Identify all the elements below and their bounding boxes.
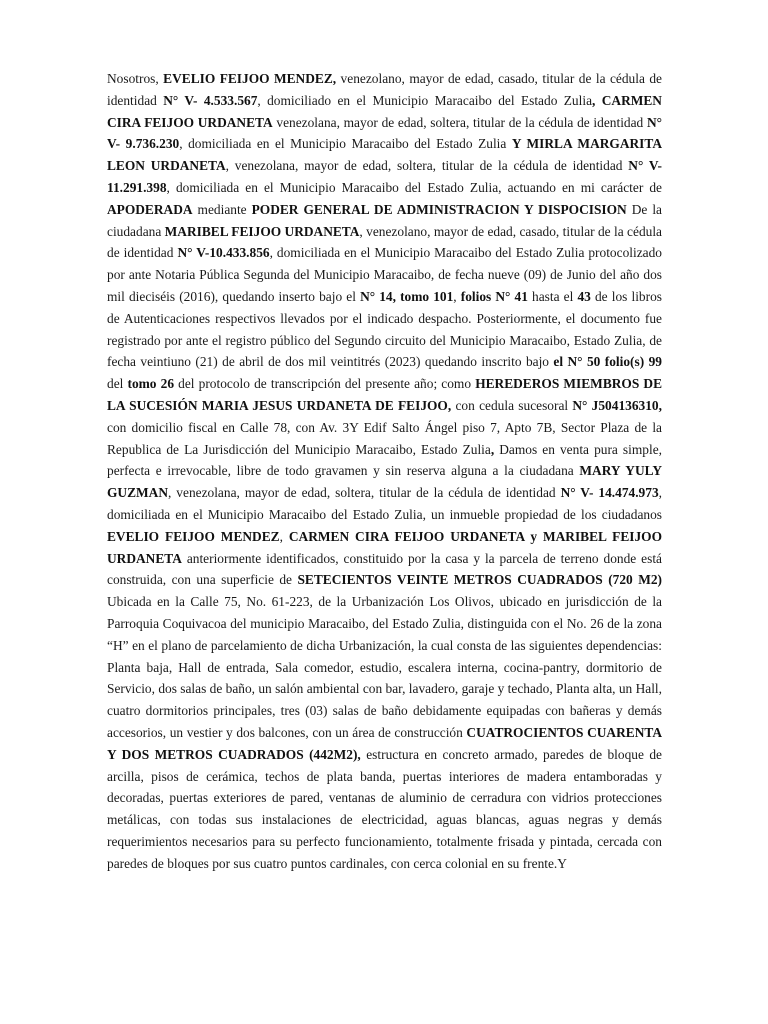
bold-text-run: HEREDEROS MIEMBROS DE LA SUCESIÓN MARIA JESUS URDANETA DE FEIJOO,: [107, 376, 663, 413]
bold-text-run: N° J504136310,: [572, 397, 662, 413]
bold-text-run: , CARMEN CIRA FEIJOO URDANETA: [107, 92, 662, 130]
bold-text-run: el N° 50 folio(s) 99: [553, 354, 662, 370]
text-run: , domiciliada en el Municipio Maracaibo del Estado Zulia protocolizado por ante Notaria Pública Segunda del Municipio Maracaibo, de fecha nueve (09) de Junio del año dos mil dieciséis (2016), quedando inserto bajo el: [107, 245, 662, 304]
text-run: De la ciudadana: [107, 201, 662, 239]
text-run: , venezolano, mayor de edad, casado, titular de la cédula de identidad: [107, 223, 662, 261]
text-run: , venezolana, mayor de edad, soltera, titular de la cédula de identidad: [168, 485, 561, 501]
bold-text-run: N° V- 11.291.398: [107, 158, 662, 195]
text-run: estructura en concreto armado, paredes de bloque de arcilla, pisos de cerámica, techos de plata banda, puertas interiores de madera entamboradas y decoradas, puertas exteriores de pared, ventanas de aluminio de cerradura con vidrios protecciones metálicas, con todas sus instalaciones de electricidad, aguas blancas, aguas negras y demás requerimientos necesarios para su perfecto funcionamiento, totalmente frisada y pintada, cercada con paredes de bloques por sus cuatro puntos cardinales, con cerca colonial en su frente.Y: [107, 746, 663, 871]
bold-text-run: 43: [577, 288, 591, 304]
bold-text-run: tomo 26: [127, 376, 175, 392]
bold-text-run: ,: [490, 441, 495, 457]
bold-text-run: CUATROCIENTOS CUARENTA Y DOS METROS CUADRADOS (442M2),: [107, 724, 662, 762]
text-run: de los libros de Autenticaciones respectivos llevados por el indicado despacho. Posteriormente, el documento fue registrado por ante el registro público del Segundo circuito del Municipio Maracaibo, Estado Zulia, de fecha veintiuno (21) de abril de dos mil veintitrés (2023) quedando inscrito bajo: [107, 288, 662, 370]
bold-text-run: Y MIRLA MARGARITA LEON URDANETA: [107, 136, 662, 174]
bold-text-run: EVELIO FEIJOO MENDEZ: [107, 528, 280, 544]
text-run: hasta el: [527, 288, 578, 304]
text-run: mediante: [192, 201, 252, 217]
bold-text-run: N° V-10.433.856: [177, 245, 270, 261]
bold-text-run: PODER GENERAL DE ADMINISTRACION Y DISPOCISION: [251, 201, 627, 217]
text-run: con cedula sucesoral: [451, 397, 573, 413]
text-run: anteriormente identificados, constituido por la casa y la parcela de terreno donde está construida, con una superficie de: [107, 550, 662, 588]
bold-text-run: SETECIENTOS VEINTE METROS CUADRADOS (720 M2): [297, 572, 662, 588]
bold-text-run: MARY YULY GUZMAN: [107, 463, 662, 501]
document-paragraph: [107, 68, 662, 874]
bold-text-run: N° V- 4.533.567: [163, 92, 258, 108]
text-run: Ubicada en la Calle 75, No. 61-223, de la Urbanización Los Olivos, ubicado en jurisdicción de la Parroquia Coquivacoa del municipio Maracaibo, del Estado Zulia, distinguida con el No. 26 de la zona “H” en el plano de parcelamiento de dicha Urbanización, la cual consta de las siguientes dependencias: Planta baja, Hall de entrada, Sala comedor, estudio, escalera interna, cocina-pantry, dormitorio de Servicio, dos salas de baño, un salón ambiental con bar, lavadero, garaje y techado, Planta alta, un Hall, cuatro dormitorios principales, tres (03) salas de baño debidamente equipadas con bañeras y demás accesorios, un vestier y dos balcones, con un área de construcción: [107, 594, 662, 740]
text-run: ,: [453, 288, 461, 304]
text-run: Nosotros,: [107, 71, 164, 86]
bold-text-run: MARIBEL FEIJOO URDANETA: [164, 223, 360, 239]
text-run: ,: [279, 528, 289, 544]
text-run: , domiciliado en el Municipio Maracaibo del Estado Zulia: [257, 92, 593, 108]
bold-text-run: folios N° 41: [460, 288, 528, 304]
text-run: con domicilio fiscal en Calle 78, con Av. 3Y Edif Salto Ángel piso 7, Apto 7B, Sector Plaza de la Republica de La Jurisdicción del Municipio Maracaibo, Estado Zulia: [107, 419, 662, 457]
text-run: del: [107, 376, 128, 392]
text-run: , domiciliada en el Municipio Maracaibo del Estado Zulia, un inmueble propiedad de los ciudadanos: [107, 485, 663, 522]
text-run: del protocolo de transcripción del presente año; como: [174, 376, 476, 392]
bold-text-run: APODERADA: [107, 201, 193, 217]
text-run: venezolano, mayor de edad, casado, titular de la cédula de identidad: [107, 71, 662, 108]
bold-text-run: N° V- 14.474.973: [560, 485, 659, 501]
bold-text-run: EVELIO FEIJOO MENDEZ,: [163, 71, 337, 86]
text-run: , domiciliada en el Municipio Maracaibo del Estado Zulia: [179, 136, 512, 152]
text-run: , venezolana, mayor de edad, soltera, titular de la cédula de identidad: [225, 158, 629, 174]
text-run: venezolana, mayor de edad, soltera, titular de la cédula de identidad: [272, 114, 647, 130]
bold-text-run: N° V- 9.736.230: [107, 114, 662, 152]
bold-text-run: N° 14, tomo 101: [360, 288, 454, 304]
text-run: Damos en venta pura simple, perfecta e irrevocable, libre de todo gravamen y sin reserva alguna a la ciudadana: [107, 441, 662, 479]
bold-text-run: CARMEN CIRA FEIJOO URDANETA y MARIBEL FEIJOO URDANETA: [107, 528, 662, 566]
text-run: , domiciliada en el Municipio Maracaibo del Estado Zulia, actuando en mi carácter de: [166, 179, 662, 195]
